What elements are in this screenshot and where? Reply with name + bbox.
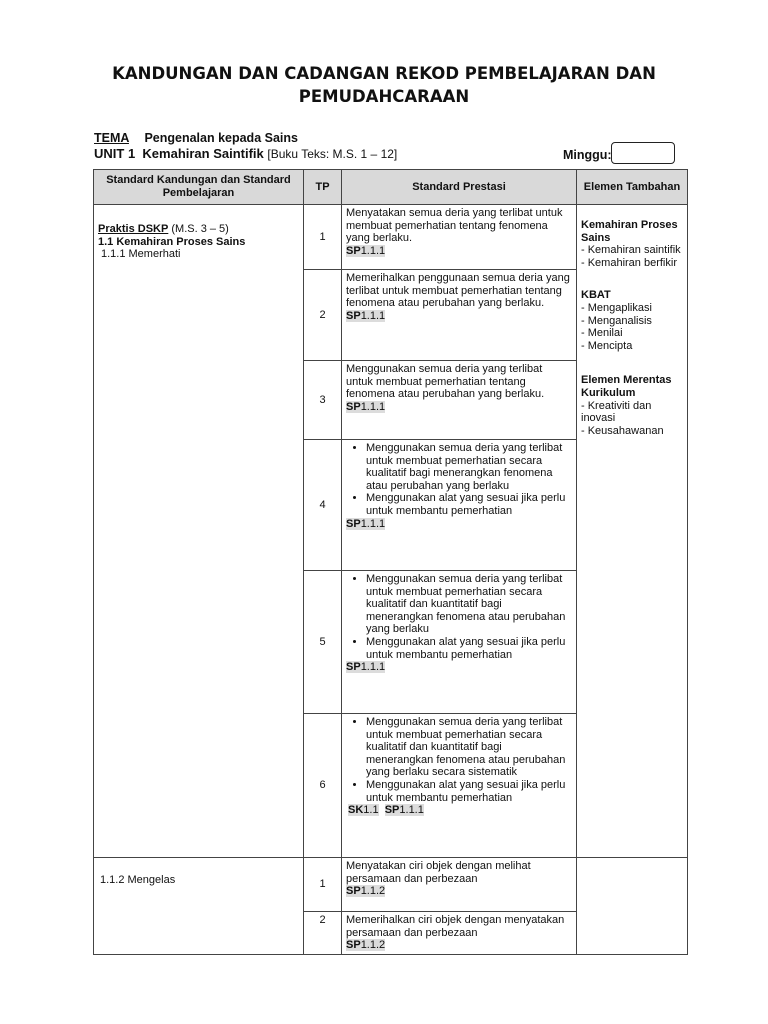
praktis-pages: (M.S. 3 – 5) — [168, 223, 229, 235]
sp-cell — [342, 205, 577, 270]
sp-ref-number: 1.1.2 — [360, 885, 386, 898]
sp-ref-number: 1.1.1 — [360, 309, 386, 322]
sp-text: Menyatakan ciri objek dengan melihat persamaan dan perbezaan — [346, 860, 531, 885]
elemen-heading-kbat: KBAT — [581, 289, 611, 302]
sp-ref — [346, 804, 572, 817]
sp-ref-label: SP — [346, 885, 361, 898]
sp-cell — [342, 361, 577, 440]
elemen-heading-kps: Kemahiran Proses Sains — [581, 219, 678, 244]
unit-line — [94, 146, 397, 161]
sp-cell — [342, 714, 577, 858]
sp-ref-label: SP — [346, 400, 361, 413]
sp-bullet: • Menggunakan alat yang sesuai jika perlu untuk membantu pemerhatian — [366, 492, 572, 517]
tp-value: 2 — [304, 912, 342, 955]
sp-text: Menggunakan semua deria yang terlibat untuk membuat pemerhatian tentang fenomena atau perubahan yang berlaku. — [346, 363, 545, 401]
subsection-memerhati: 1.1.1 Memerhati — [101, 248, 181, 261]
tp-value: 6 — [304, 714, 342, 858]
section-title: 1.1 Kemahiran Proses Sains — [98, 235, 246, 248]
minggu-label: Minggu: — [563, 148, 612, 162]
sp-bullet: • Menggunakan semua deria yang terlibat untuk membuat pemerhatian secara kualitatif bagi menerangkan fenomena atau perubahan yang berlaku — [366, 442, 572, 492]
sp-ref-number: 1.1.2 — [360, 939, 386, 952]
sp-ref-label: SP — [346, 517, 361, 530]
elemen-item: - Menganalisis — [581, 314, 652, 327]
header-sk: Standard Kandungan dan Standard Pembelajaran — [94, 170, 304, 205]
elemen-item: - Keusahawanan — [581, 424, 664, 437]
table-row — [94, 205, 688, 270]
sp-ref-number: 1.1.1 — [399, 804, 424, 817]
sp-ref-label: SP — [346, 244, 361, 257]
tp-value: 2 — [304, 270, 342, 361]
sp-cell — [342, 270, 577, 361]
unit-name: Kemahiran Saintifik — [142, 146, 264, 161]
sk-ref-label: SK — [348, 804, 364, 817]
title-line-2: PEMUDAHCARAAN — [298, 87, 470, 106]
sp-cell — [342, 571, 577, 714]
sp-text: Memerihalkan penggunaan semua deria yang terlibat untuk membuat pemerhatian tentang fenomena atau perubahan yang berlaku. — [346, 272, 570, 310]
elemen-item: - Kemahiran berfikir — [581, 256, 677, 269]
sp-bullet-list — [346, 442, 572, 518]
sp-ref-number: 1.1.1 — [360, 400, 386, 413]
header-sp: Standard Prestasi — [342, 170, 577, 205]
unit-book-ref: [Buku Teks: M.S. 1 – 12] — [267, 147, 398, 161]
sp-ref — [346, 885, 572, 898]
tp-value: 5 — [304, 571, 342, 714]
sp-ref-number: 1.1.1 — [360, 517, 386, 530]
unit-label: UNIT 1 — [94, 146, 136, 161]
elemen-item: - Menilai — [581, 327, 623, 340]
sp-ref-label: SP — [346, 309, 361, 322]
sk-cell-mengelas — [94, 858, 304, 955]
sp-ref — [346, 518, 572, 531]
subsection-mengelas: 1.1.2 Mengelas — [100, 874, 176, 886]
elemen-cell-empty — [577, 858, 688, 955]
sp-ref — [346, 401, 572, 414]
tp-value: 1 — [304, 205, 342, 270]
document-title — [0, 62, 768, 108]
tema-line — [94, 131, 298, 145]
title-line-1: KANDUNGAN DAN CADANGAN REKOD PEMBELAJARAN DAN — [112, 64, 656, 83]
elemen-item: - Kemahiran saintifik — [581, 244, 681, 257]
tp-value: 1 — [304, 858, 342, 912]
content-table — [93, 169, 688, 955]
sp-cell — [342, 440, 577, 571]
praktis-dskp-label: Praktis DSKP — [98, 223, 169, 235]
elemen-heading-emk: Elemen Merentas Kurikulum — [581, 374, 672, 399]
sp-bullet: • Menggunakan alat yang sesuai jika perlu untuk membantu pemerhatian — [366, 636, 572, 661]
sp-ref — [346, 245, 572, 258]
sp-ref — [346, 939, 572, 952]
tema-value: Pengenalan kepada Sains — [144, 131, 298, 145]
header-tp: TP — [304, 170, 342, 205]
sp-ref-label: SP — [346, 939, 361, 952]
tp-value: 3 — [304, 361, 342, 440]
sk-cell-memerhati — [94, 205, 304, 858]
sp-ref — [346, 310, 572, 323]
sp-text: Menyatakan semua deria yang terlibat untuk membuat pemerhatian tentang fenomena yang berlaku. — [346, 207, 563, 245]
sp-bullet-list — [346, 716, 572, 804]
tema-label: TEMA — [94, 131, 129, 145]
sp-ref-number: 1.1.1 — [360, 661, 386, 674]
tp-value: 4 — [304, 440, 342, 571]
sp-bullet-list — [346, 573, 572, 661]
sp-ref-label: SP — [384, 804, 400, 817]
sp-cell — [342, 912, 577, 955]
elemen-item: - Mengaplikasi — [581, 301, 652, 314]
minggu-field[interactable] — [611, 142, 675, 164]
sp-ref-label: SP — [346, 661, 361, 674]
table-header-row — [94, 170, 688, 205]
header-elemen: Elemen Tambahan — [577, 170, 688, 205]
sk-ref-number: 1.1 — [363, 804, 379, 817]
sp-cell — [342, 858, 577, 912]
elemen-item: - Mencipta — [581, 339, 633, 352]
elemen-item: - Kreativiti dan inovasi — [581, 399, 652, 425]
sp-ref-number: 1.1.1 — [360, 244, 386, 257]
sp-bullet: • Menggunakan alat yang sesuai jika perlu untuk membantu pemerhatian — [366, 779, 572, 804]
sp-text: Memerihalkan ciri objek dengan menyatakan persamaan dan perbezaan — [346, 914, 565, 939]
elemen-cell — [577, 205, 688, 858]
sp-ref — [346, 661, 572, 674]
sp-bullet: • Menggunakan semua deria yang terlibat untuk membuat pemerhatian secara kualitatif dan kuantitatif bagi menerangkan fenomena atau perubahan yang berlaku secara sistematik — [366, 716, 572, 779]
table-row — [94, 858, 688, 912]
sp-bullet: • Menggunakan semua deria yang terlibat untuk membuat pemerhatian secara kualitatif dan kuantitatif bagi menerangkan fenomena atau perubahan yang berlaku — [366, 573, 572, 636]
